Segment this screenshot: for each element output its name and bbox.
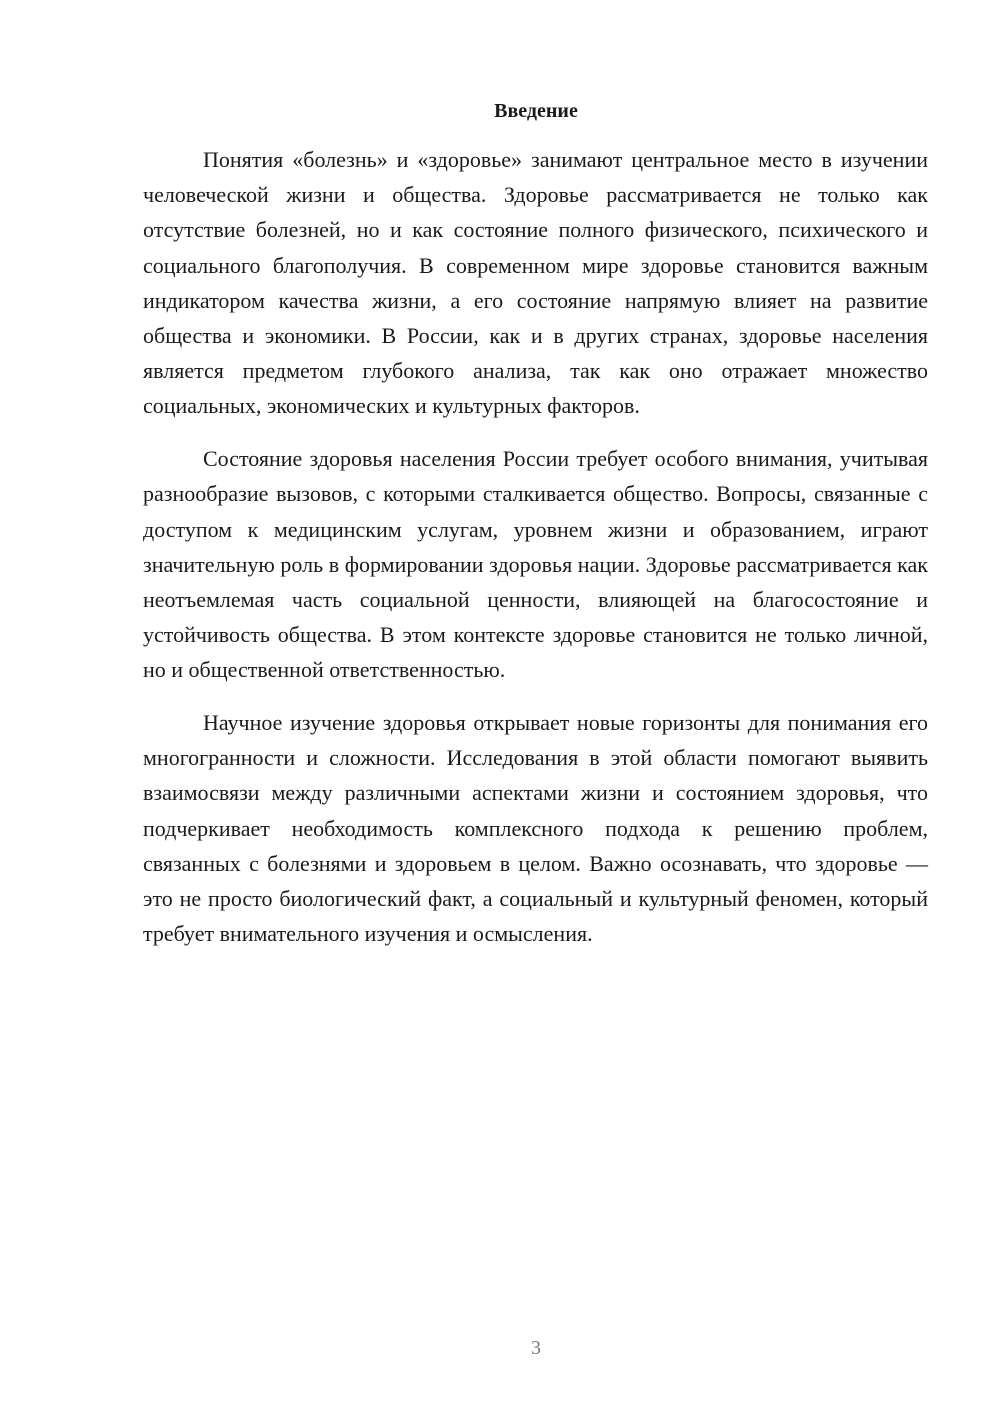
paragraph-2: Состояние здоровья населения России требует особого внимания, учитывая разнообразие вызовов, с которыми сталкивается общество. Вопросы, связанные с доступом к медицинским услугам, уровнем жизни и образованием, играют значительную роль в формировании здоровья нации. Здоровье рассматривается как неотъемлемая часть социальной ценности, влияющей на благосостояние и устойчивость общества. В этом контексте здоровье становится не только личной, но и общественной ответственностью. [143, 446, 928, 683]
page-title: Введение [494, 100, 578, 122]
paragraph-3: Научное изучение здоровья открывает новые горизонты для понимания его многогранности и сложности. Исследования в этой области помогают выявить взаимосвязи между различными аспектами жизни и состоянием здоровья, что подчеркивает необходимость комплексного подхода к решению проблем, связанных с болезнями и здоровьем в целом. Важно осознавать, что здоровье — это не просто биологический факт, а социальный и культурный феномен, который требует внимательного изучения и осмысления. [143, 710, 928, 947]
page-number: 3 [531, 1337, 541, 1359]
paragraph-1: Понятия «болезнь» и «здоровье» занимают центральное место в изучении человеческой жизни и общества. Здоровье рассматривается не только как отсутствие болезней, но и как состояние полного физического, психического и социального благополучия. В современном мире здоровье становится важным индикатором качества жизни, а его состояние напрямую влияет на развитие общества и экономики. В России, как и в других странах, здоровье населения является предметом глубокого анализа, так как оно отражает множество социальных, экономических и культурных факторов. [143, 147, 928, 419]
document-body [143, 142, 928, 969]
